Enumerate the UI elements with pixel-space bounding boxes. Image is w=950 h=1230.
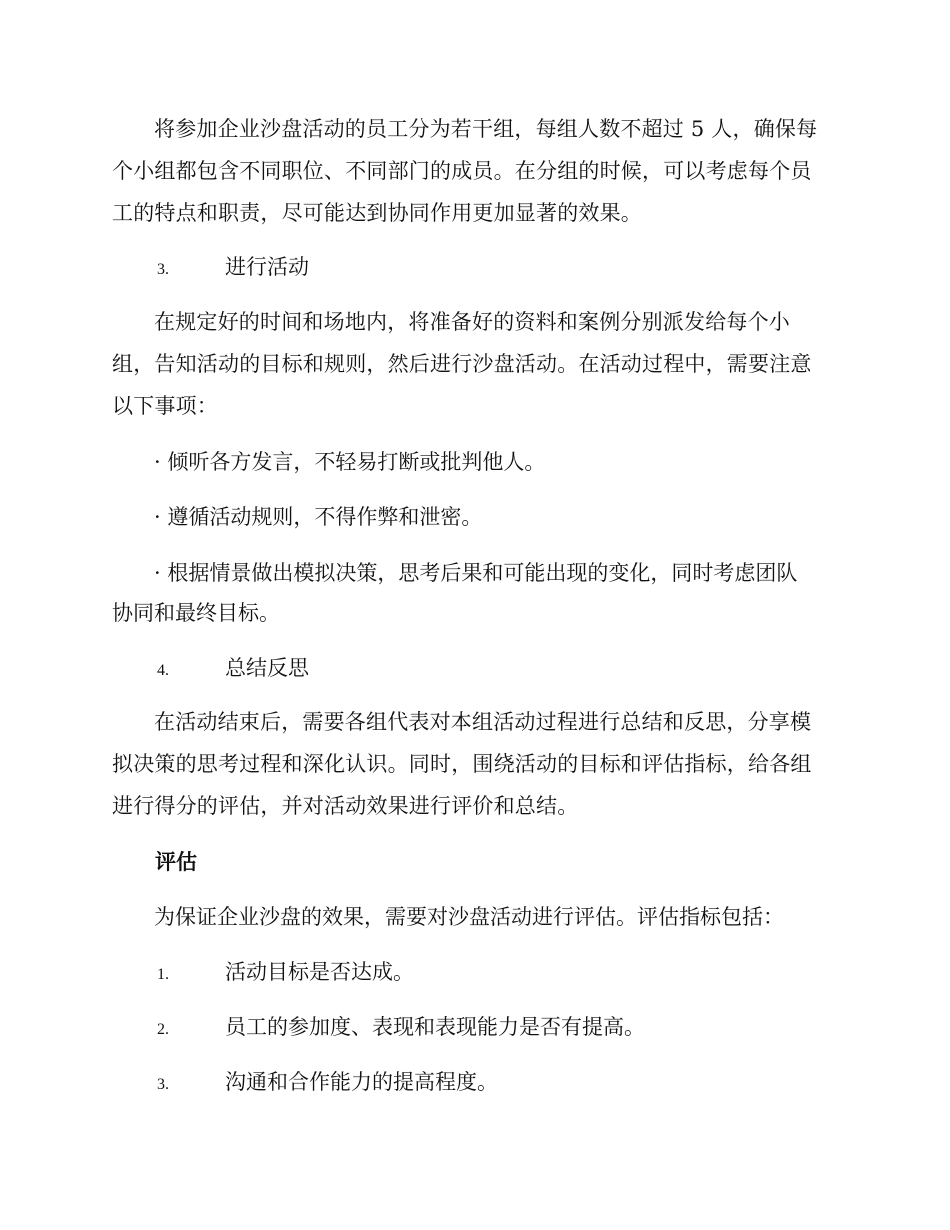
bullet-item-decision-cont: 协同和最终目标。 (112, 601, 280, 625)
criteria-number: 2. (157, 1021, 169, 1038)
bullet-item-rules: · 遵循活动规则，不得作弊和泄密。 (154, 505, 483, 529)
criteria-item-3 (157, 1067, 498, 1097)
criteria-item-1 (157, 957, 414, 987)
step-title: 进行活动 (225, 255, 309, 279)
step-item-3 (157, 252, 309, 282)
step-number: 3. (157, 261, 169, 278)
criteria-text: 活动目标是否达成。 (225, 960, 414, 984)
step-item-4 (157, 653, 309, 683)
step-number: 4. (157, 662, 169, 679)
paragraph-grouping: 将参加企业沙盘活动的员工分为若干组，每组人数不超过 5 人，确保每个小组都包含不同职位、不同部门的成员。在分组的时候，可以考虑每个员工的特点和职责，尽可能达到协同作用更加显著的效果。 (112, 117, 818, 225)
paragraph-activity: 在规定好的时间和场地内，将准备好的资料和案例分别派发给每个小组，告知活动的目标和规则，然后进行沙盘活动。在活动过程中，需要注意以下事项： (112, 310, 812, 418)
criteria-number: 1. (157, 966, 169, 983)
criteria-text: 员工的参加度、表现和表现能力是否有提高。 (225, 1015, 645, 1039)
bullet-item-listen: · 倾听各方发言，不轻易打断或批判他人。 (154, 450, 546, 474)
criteria-number: 3. (157, 1076, 169, 1093)
paragraph-evaluation-intro: 为保证企业沙盘的效果，需要对沙盘活动进行评估。评估指标包括： (154, 905, 784, 929)
bullet-item-decision: · 根据情景做出模拟决策，思考后果和可能出现的变化，同时考虑团队 (154, 561, 798, 585)
section-heading-evaluation: 评估 (155, 849, 197, 874)
criteria-item-2 (157, 1012, 645, 1042)
criteria-text: 沟通和合作能力的提高程度。 (225, 1070, 498, 1094)
paragraph-reflection: 在活动结束后，需要各组代表对本组活动过程进行总结和反思，分享模拟决策的思考过程和深化认识。同时，围绕活动的目标和评估指标，给各组进行得分的评估，并对活动效果进行评价和总结。 (112, 710, 812, 818)
step-title: 总结反思 (225, 656, 309, 680)
